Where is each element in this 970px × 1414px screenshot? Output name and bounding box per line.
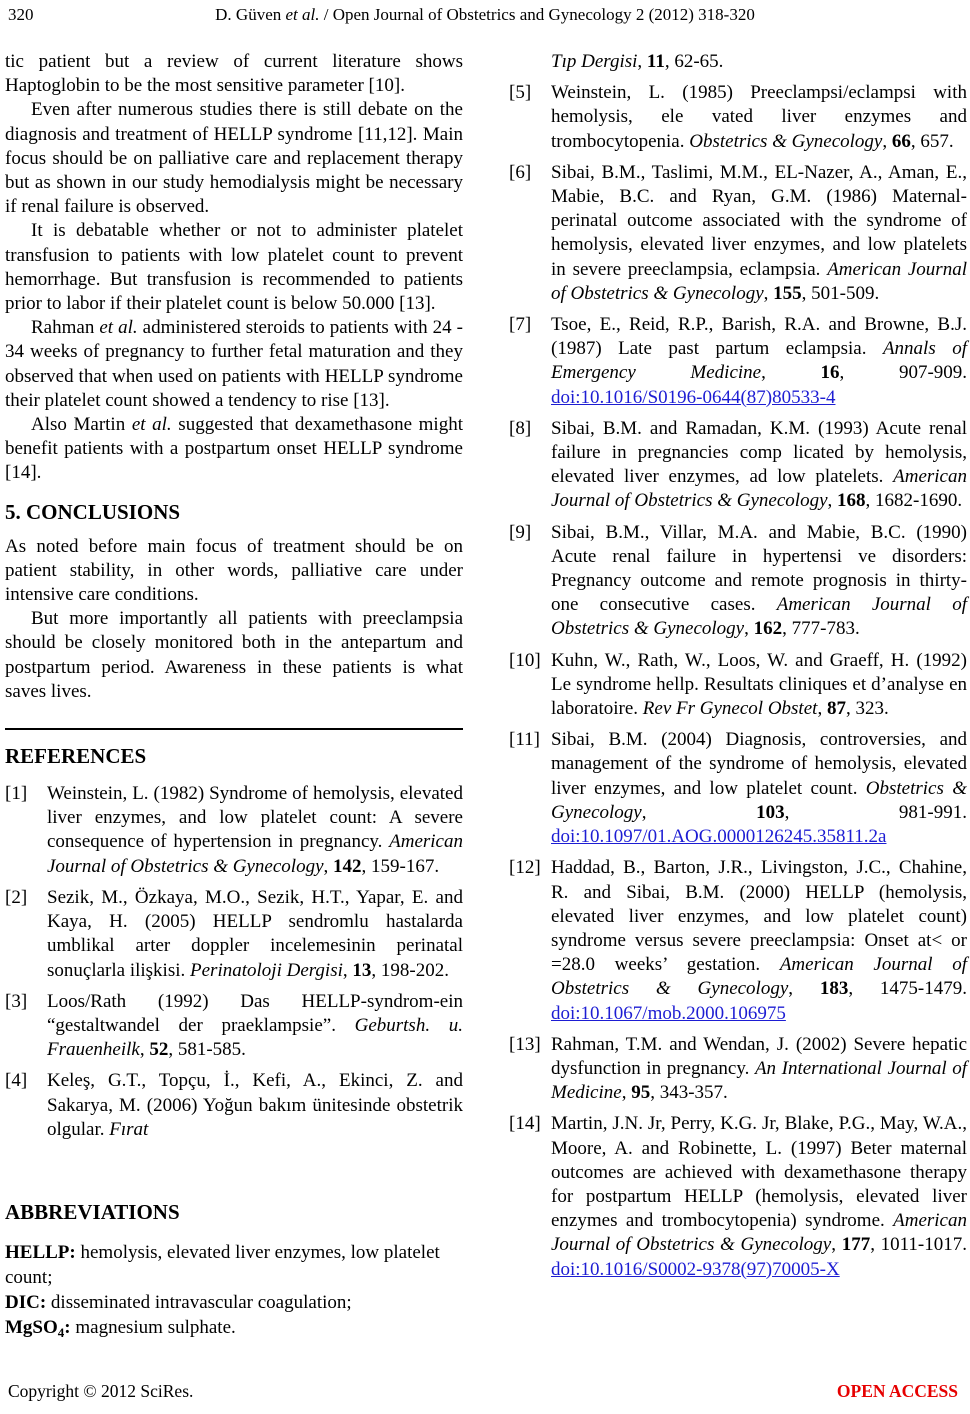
text-segment: , xyxy=(831,1234,842,1256)
reference-label: [2] xyxy=(5,886,28,908)
reference-text xyxy=(551,50,967,74)
text-segment: , 198-202. xyxy=(371,959,449,981)
body-paragraph xyxy=(5,50,463,98)
text-segment: , 323. xyxy=(845,698,889,720)
reference-label: [12] xyxy=(509,857,541,879)
text-segment: , 1011-1017. xyxy=(870,1234,967,1256)
reference-text xyxy=(47,782,463,879)
reference-item xyxy=(5,1069,463,1142)
references-heading: REFERENCES xyxy=(5,744,147,769)
text-segment: 95 xyxy=(631,1082,651,1104)
text-segment: / Open Journal of Obstetrics and Gynecology 2 (2012) 318-320 xyxy=(319,5,755,24)
text-segment: American Journal of Obstetrics & Gynecology xyxy=(551,466,967,512)
text-segment: 11 xyxy=(646,51,665,72)
conclusions-paragraph xyxy=(5,535,463,608)
reference-label: [13] xyxy=(509,1033,541,1055)
open-access-label: OPEN ACCESS xyxy=(836,1381,958,1401)
text-segment: , xyxy=(761,362,821,384)
page-header xyxy=(0,5,970,29)
text-segment: , 907-909. xyxy=(839,362,968,384)
text-segment: Obstetrics & Gynecology xyxy=(551,777,967,823)
reference-label: [1] xyxy=(5,783,28,805)
text-segment: administered steroids to patients with 24 - 34 weeks of pregnancy to further fetal maturation and they observed that when used on patients with HELLP syndrome their platelet count showed a tendency to rise [13]. xyxy=(5,317,463,411)
body-paragraph xyxy=(5,316,463,413)
reference-label: [4] xyxy=(5,1070,28,1092)
reference-label: [9] xyxy=(509,521,532,543)
text-segment: , xyxy=(139,1039,150,1061)
text-segment: Weinstein, L. (1982) Syndrome of hemolysis, elevated liver enzymes, and low platelet count: A severe consequence of hypertension in pregnancy. xyxy=(47,783,463,853)
text-segment: Even after numerous studies there is still debate on the diagnosis and treatment of HELLP syndrome [11,12]. Main focus should be on palliative care and replacement therapy but as shown in our study hemodialysis might be necessary if renal failure is observed. xyxy=(5,99,463,218)
text-segment: hemolysis, elevated liver enzymes, low platelet count; xyxy=(5,1242,440,1288)
text-segment: Sezik, M., Özkaya, M.O., Sezik, H.T., Yapar, E. and Kaya, H. (2005) HELLP sendromlu hastalarda umblikal arter doppler incelemesinin perinatal sonuçlarla ilişkisi. xyxy=(47,886,463,981)
text-segment: Sibai, B.M. (2004) Diagnosis, controversies, and management of the syndrome of hemolysis, elevated liver enzymes, and low platelet count. xyxy=(551,729,967,799)
text-segment: , 62-65. xyxy=(664,51,724,72)
reference-label: [10] xyxy=(509,649,541,671)
text-segment: , xyxy=(744,618,754,640)
text-segment: It is debatable whether or not to administer platelet transfusion to patients with low platelet count to prevent hemorrhage. But transfusion is recommended to patients prior to labor if their platelet count is below 50.000 [13]. xyxy=(5,220,463,315)
text-segment: tic patient but a review of current literature shows Haptoglobin to be the most sensitive parameter [10]. xyxy=(5,51,463,97)
text-segment: , xyxy=(788,978,820,1000)
reference-item xyxy=(509,81,967,154)
reference-item xyxy=(5,886,463,983)
reference-item xyxy=(5,990,463,1063)
doi-link[interactable]: doi:10.1016/S0002-9378(97)70005-X xyxy=(551,1258,840,1280)
reference-item xyxy=(509,161,967,306)
page-footer xyxy=(8,1381,958,1402)
text-segment: , xyxy=(637,51,647,72)
text-segment: , 501-509. xyxy=(801,282,880,304)
text-segment: DIC: xyxy=(5,1292,47,1313)
text-segment: American Journal of Obstetrics & Gynecology xyxy=(551,954,967,1000)
page-number: 320 xyxy=(8,5,34,24)
body-paragraph xyxy=(5,413,463,486)
text-segment: Haddad, B., Barton, J.R., Livingston, J.C., Chahine, R. and Sibai, B.M. (2000) HELLP (hemolysis, elevated liver enzymes, and low platelet count) syndrome versus severe preeclampsia: Onset at< or =28.0 weeks’ gestation. xyxy=(551,857,967,976)
text-segment: Loos/Rath (1992) Das HELLP-syndrom-ein “gestaltwandel der praeklampsie”. xyxy=(47,990,463,1036)
text-segment: American Journal of Obstetrics & Gynecology xyxy=(551,1210,967,1256)
text-segment: : xyxy=(64,1317,71,1338)
two-column-body xyxy=(5,50,967,1289)
body-paragraph xyxy=(5,219,463,316)
references-divider xyxy=(5,728,463,730)
reference-item xyxy=(509,649,967,722)
text-segment: suggested that dexamethasone might benefit patients with a postpartum onset HELLP syndrome [14]. xyxy=(5,414,463,484)
text-segment: , xyxy=(641,801,757,823)
reference-text xyxy=(551,161,967,306)
text-segment: 168 xyxy=(837,490,866,512)
conclusions-heading: 5. CONCLUSIONS xyxy=(5,499,181,524)
reference-continuation xyxy=(509,50,967,74)
text-segment: D. Güven xyxy=(215,5,286,24)
reference-label: [5] xyxy=(509,82,532,104)
reference-item xyxy=(509,1033,967,1106)
abbreviation-item xyxy=(5,1290,467,1315)
abbreviations-section xyxy=(5,1200,467,1345)
text-segment: Annals of Emergency Medicine xyxy=(551,338,967,384)
text-segment: Rev Fr Gynecol Obstet xyxy=(642,698,818,720)
text-segment: But more importantly all patients with preeclampsia should be closely monitored both in the antepartum and postpartum period. Awareness in these patients is what saves lives. xyxy=(5,608,463,702)
text-segment: Kuhn, W., Rath, W., Loos, W. and Graeff, H. (1992) Le syndrome hellp. Resultats cliniques et d’analyse en laboratoire. xyxy=(551,649,967,720)
text-segment: Sibai, B.M. and Ramadan, K.M. (1993) Acute renal failure in pregnancies comp licated by hemolysis, elevated liver enzymes, ad low platelets. xyxy=(551,417,967,488)
text-segment: American Journal of Obstetrics & Gynecology xyxy=(47,831,463,877)
text-segment: Sibai, B.M., Taslimi, M.M., EL-Nazer, A., Aman, E., Mabie, B.C. and Ryan, G.M. (1986) Maternal-perinatal outcome associated with the syndrome of hemolysis, elevated liver enzymes, and low platelets in severe preeclampsia, eclampsia. xyxy=(551,161,967,280)
text-segment: , 777-783. xyxy=(782,618,860,640)
reference-text xyxy=(47,886,463,983)
text-segment: MgSO xyxy=(5,1317,58,1338)
text-segment: , 581-585. xyxy=(168,1039,246,1061)
reference-text xyxy=(551,417,967,514)
text-segment: , 657. xyxy=(910,130,954,152)
text-segment: 177 xyxy=(841,1234,871,1256)
reference-item xyxy=(509,313,967,410)
reference-text xyxy=(551,81,967,154)
text-segment: 4 xyxy=(57,1325,65,1340)
text-segment: , xyxy=(817,698,827,720)
text-segment: 183 xyxy=(819,978,849,1000)
text-segment: As noted before main focus of treatment should be on patient stability, in other words, palliative care under intensive care conditions. xyxy=(5,535,463,606)
reference-text xyxy=(551,856,967,1025)
text-segment: HELLP: xyxy=(5,1242,76,1263)
body-paragraph xyxy=(5,98,463,219)
text-segment: 162 xyxy=(753,618,783,640)
text-segment: 142 xyxy=(333,855,362,877)
abbreviations-heading: ABBREVIATIONS xyxy=(5,1200,180,1224)
text-segment: 16 xyxy=(820,362,840,384)
text-segment: Martin, J.N. Jr, Perry, K.G. Jr, Blake, P.G., May, W.A., Moore, A. and Robinette, L. (1997) Beter maternal outcomes are achieved with dexamethasone therapy for postpartum HELLP (hemolysis, elevated liver enzymes and trombocytopenia) syndrome. xyxy=(551,1113,967,1232)
doi-link[interactable]: doi:10.1016/S0196-0644(87)80533-4 xyxy=(551,386,836,408)
reference-label: [8] xyxy=(509,417,532,439)
reference-label xyxy=(509,50,551,74)
text-segment: , 981-991. xyxy=(784,801,967,823)
text-segment: , xyxy=(882,130,892,152)
text-segment: Weinstein, L. (1985) Preeclampsi/eclampsi with hemolysis, ele vated liver enzymes and trombocytopenia. xyxy=(551,82,967,152)
text-segment: , xyxy=(763,282,774,304)
reference-item xyxy=(509,417,967,514)
reference-item xyxy=(509,728,967,849)
abbreviation-item xyxy=(5,1240,467,1290)
text-segment: Perinatoloji Dergisi xyxy=(190,959,343,981)
text-segment: American Journal of Obstetrics & Gynecology xyxy=(551,594,967,640)
text-segment: 155 xyxy=(773,282,802,304)
reference-text xyxy=(551,649,967,722)
text-segment: Geburtsh. u. Frauenheilk xyxy=(47,1014,463,1061)
text-segment: Tsoe, E., Reid, R.P., Barish, R.A. and Browne, B.J. (1987) Late past partum eclampsia. xyxy=(551,314,967,360)
text-segment: Keleş, G.T., Topçu, İ., Kefi, A., Ekinci, Z. and Sakarya, M. (2006) Yoğun bakım ünitesinde obstetrik olgular. xyxy=(47,1070,463,1140)
text-segment: , 1475-1479. xyxy=(848,978,967,1000)
conclusions-paragraph xyxy=(5,607,463,704)
reference-item xyxy=(509,1112,967,1281)
text-segment: , xyxy=(323,855,334,877)
text-segment: Obstetrics & Gynecology xyxy=(689,130,883,152)
text-segment: 66 xyxy=(891,130,911,152)
text-segment: Also Martin xyxy=(31,414,132,436)
reference-label: [7] xyxy=(509,314,532,336)
reference-text xyxy=(47,990,463,1063)
reference-item xyxy=(509,856,967,1025)
text-segment: , 1682-1690. xyxy=(865,490,963,512)
text-segment: 52 xyxy=(149,1039,169,1061)
text-segment: Sibai, B.M., Villar, M.A. and Mabie, B.C. (1990) Acute renal failure in hypertensi ve disorders: Pregnancy outcome and remote prognosis in thirty-one consecutive cases. xyxy=(551,521,967,616)
text-segment: et al. xyxy=(99,317,138,339)
text-segment: et al. xyxy=(131,414,172,436)
reference-item xyxy=(509,521,967,642)
text-segment: disseminated intravascular coagulation; xyxy=(46,1292,352,1313)
reference-label: [6] xyxy=(509,161,532,183)
reference-item xyxy=(5,782,463,879)
text-segment: 103 xyxy=(756,801,785,823)
text-segment: magnesium sulphate. xyxy=(70,1317,236,1338)
reference-text xyxy=(551,1033,967,1106)
text-segment: Tıp Dergisi xyxy=(551,51,638,72)
reference-text xyxy=(551,728,967,849)
reference-text xyxy=(551,521,967,642)
left-column xyxy=(5,50,463,1289)
text-segment: , xyxy=(827,490,838,512)
text-segment: 13 xyxy=(352,959,372,981)
reference-text xyxy=(47,1069,463,1142)
text-segment: et al. xyxy=(285,5,320,24)
text-segment: An International Journal of Medicine xyxy=(551,1057,967,1104)
copyright-text: Copyright © 2012 SciRes. xyxy=(8,1381,194,1401)
text-segment: , xyxy=(342,959,353,981)
running-title xyxy=(0,5,970,25)
text-segment: , 159-167. xyxy=(361,855,440,877)
abbreviation-item xyxy=(5,1315,467,1345)
reference-label: [11] xyxy=(509,729,540,751)
text-segment: 87 xyxy=(826,698,846,720)
reference-label: [3] xyxy=(5,990,28,1012)
text-segment: Rahman, T.M. and Wendan, J. (2002) Severe hepatic dysfunction in pregnancy. xyxy=(551,1033,967,1079)
reference-text xyxy=(551,313,967,410)
reference-text xyxy=(551,1112,967,1281)
doi-link[interactable]: doi:10.1067/mob.2000.106975 xyxy=(551,1002,786,1024)
reference-label: [14] xyxy=(509,1113,541,1135)
doi-link[interactable]: doi:10.1097/01.AOG.0000126245.35811.2a xyxy=(551,826,887,848)
text-segment: Fırat xyxy=(109,1118,149,1140)
text-segment: , 343-357. xyxy=(650,1082,728,1104)
text-segment: American Journal of Obstetrics & Gynecology xyxy=(551,258,967,304)
text-segment: Rahman xyxy=(31,317,100,339)
right-column xyxy=(509,50,967,1289)
text-segment: , xyxy=(621,1082,632,1104)
